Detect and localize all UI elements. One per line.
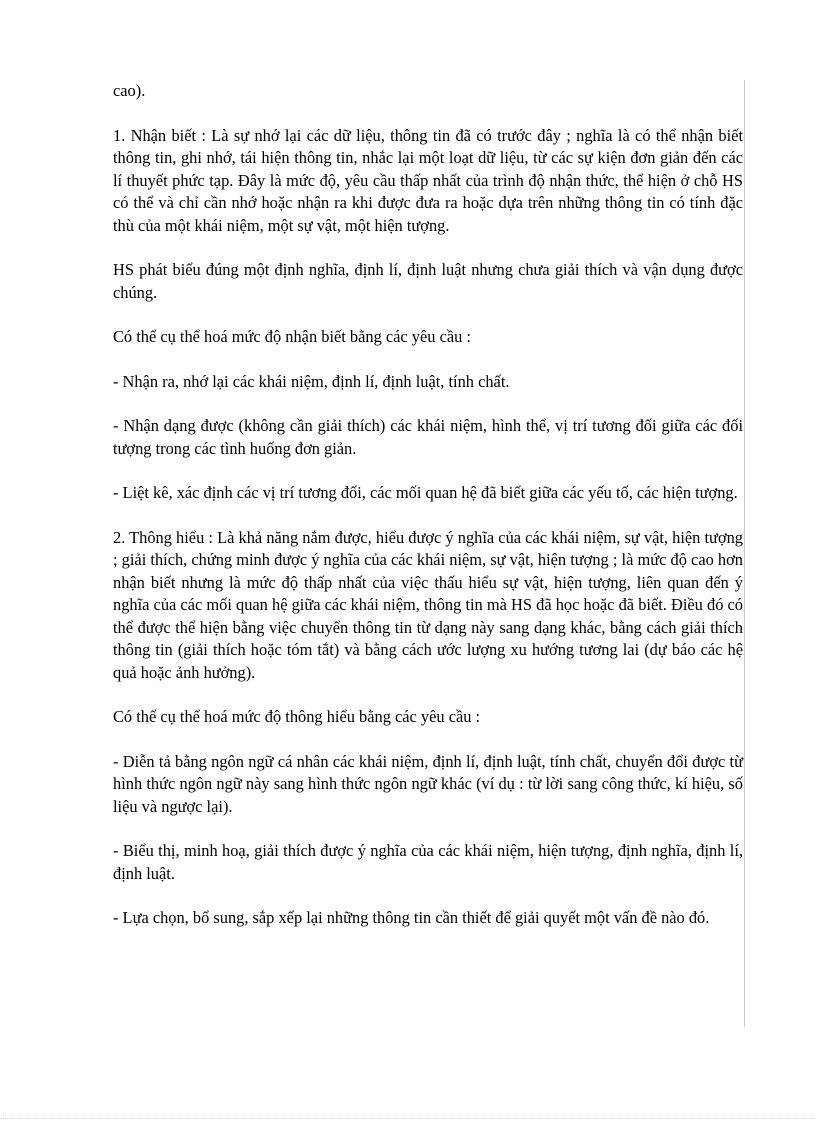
- paragraph-comprehension-definition: 2. Thông hiểu : Là khả năng nắm được, hiểu được ý nghĩa của các khái niệm, sự vật, hiện tượng ; giải thích, chứng minh được ý nghĩa của các khái niệm, sự vật, hiện tượng ; là mức độ cao hơn nhận biết nhưng là mức độ thấp nhất của việc thấu hiểu sự vật, hiện tượng, liên quan đến ý nghĩa của các mối quan hệ giữa các khái niệm, thông tin mà HS đã học hoặc đã biết. Điều đó có thể được thể hiện bằng việc chuyển thông tin từ dạng này sang dạng khác, bằng cách giải thích thông tin (giải thích hoặc tóm tắt) và bằng cách ước lượng xu hướng tương lai (dự báo các hệ quả hoặc ảnh hưởng).: [113, 527, 743, 682]
- list-item-recognition-1: - Nhận ra, nhớ lại các khái niệm, định lí, định luật, tính chất.: [113, 371, 510, 391]
- right-margin-line: [744, 80, 745, 1027]
- list-item-recognition-3: - Liệt kê, xác định các vị trí tương đối, các mối quan hệ đã biết giữa các yếu tố, các hiện tượng.: [113, 483, 738, 502]
- paragraph-continuation: cao).: [113, 81, 146, 100]
- page-bottom-divider: [0, 1118, 816, 1119]
- paragraph-comprehension-requirements-intro: Có thể cụ thể hoá mức độ thông hiểu bằng các yêu cầu :: [113, 707, 481, 726]
- paragraph-recognition-example: HS phát biểu đúng một định nghĩa, định lí, định luật nhưng chưa giải thích và vận dụng được chúng.: [113, 260, 743, 302]
- list-item-recognition-2: - Nhận dạng được (không cần giải thích) các khái niệm, hình thể, vị trí tương đối giữa các đối tượng trong các tình huống đơn giản.: [113, 416, 743, 458]
- list-item-comprehension-1: - Diễn tả bằng ngôn ngữ cá nhân các khái niệm, định lí, định luật, tính chất, chuyển đổi được từ hình thức ngôn ngữ này sang hình thức ngôn ngữ khác (ví dụ : từ lời sang công thức, kí hiệu, số liệu và ngược lại).: [113, 751, 743, 816]
- list-item-comprehension-3: - Lựa chọn, bổ sung, sắp xếp lại những thông tin cần thiết để giải quyết một vấn đề nào đó.: [113, 908, 710, 927]
- list-item-comprehension-2: - Biểu thị, minh hoạ, giải thích được ý nghĩa của các khái niệm, hiện tượng, định nghĩa, định lí, định luật.: [113, 841, 743, 883]
- paragraph-recognition-requirements-intro: Có thể cụ thể hoá mức độ nhận biết bằng các yêu cầu :: [113, 327, 471, 346]
- paragraph-recognition-definition: 1. Nhận biết : Là sự nhớ lại các dữ liệu, thông tin đã có trước đây ; nghĩa là có thể nhận biết thông tin, ghi nhớ, tái hiện thông tin, nhắc lại một loạt dữ liệu, từ các sự kiện đơn giản đến các lí thuyết phức tạp. Đây là mức độ, yêu cầu thấp nhất của trình độ nhận thức, thể hiện ở chỗ HS có thể và chỉ cần nhớ hoặc nhận ra khi được đưa ra hoặc dựa trên những thông tin có tính đặc thù của một khái niệm, một sự vật, một hiện tượng.: [113, 125, 743, 235]
- document-body: [113, 80, 743, 952]
